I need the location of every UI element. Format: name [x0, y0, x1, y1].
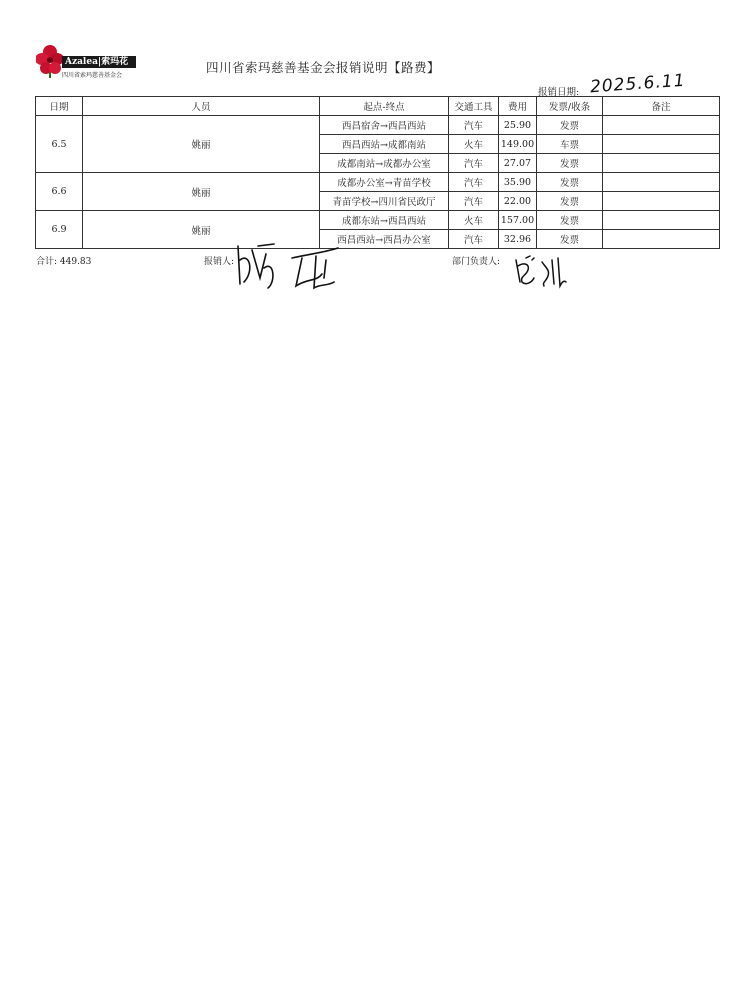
note-cell [603, 211, 720, 230]
table-row [36, 173, 720, 192]
cost-cell: 22.00 [499, 192, 537, 211]
manager-signature [512, 252, 572, 292]
cost-cell: 35.90 [499, 173, 537, 192]
note-cell [603, 154, 720, 173]
route-cell: 西昌西站→西昌办公室 [320, 230, 449, 249]
note-cell [603, 135, 720, 154]
route-cell: 成都办公室→青苗学校 [320, 173, 449, 192]
note-cell [603, 192, 720, 211]
column-header: 备注 [603, 97, 720, 116]
expense-table [35, 96, 720, 249]
receipt-cell: 发票 [537, 192, 603, 211]
table-row [36, 211, 720, 230]
note-cell [603, 173, 720, 192]
claimant-label: 报销人: [204, 257, 235, 267]
receipt-cell: 发票 [537, 173, 603, 192]
date-label: 报销日期: [538, 87, 580, 98]
receipt-cell: 车票 [537, 135, 603, 154]
cost-cell: 149.00 [499, 135, 537, 154]
foundation-logo [36, 44, 136, 80]
route-cell: 成都南站→成都办公室 [320, 154, 449, 173]
vehicle-cell: 汽车 [449, 173, 499, 192]
column-header: 起点-终点 [320, 97, 449, 116]
note-cell [603, 116, 720, 135]
date-cell: 6.6 [36, 173, 83, 211]
receipt-cell: 发票 [537, 230, 603, 249]
person-cell: 姚丽 [83, 173, 320, 211]
person-cell: 姚丽 [83, 211, 320, 249]
vehicle-cell: 汽车 [449, 154, 499, 173]
table-header-row [36, 97, 720, 116]
note-cell [603, 230, 720, 249]
receipt-cell: 发票 [537, 211, 603, 230]
column-header: 日期 [36, 97, 83, 116]
document-title: 四川省索玛慈善基金会报销说明【路费】 [206, 60, 441, 75]
total-amount: 合计: 449.83 [36, 257, 92, 267]
vehicle-cell: 汽车 [449, 230, 499, 249]
column-header: 费用 [499, 97, 537, 116]
table-row [36, 116, 720, 135]
azalea-flower-icon [36, 44, 64, 78]
receipt-cell: 发票 [537, 116, 603, 135]
date-cell: 6.9 [36, 211, 83, 249]
route-cell: 西昌宿舍→西昌西站 [320, 116, 449, 135]
manager-label: 部门负责人: [452, 257, 501, 267]
date-cell: 6.5 [36, 116, 83, 173]
cost-cell: 25.90 [499, 116, 537, 135]
vehicle-cell: 火车 [449, 211, 499, 230]
logo-brand-text: Azalea|索玛花 [62, 56, 136, 68]
vehicle-cell: 汽车 [449, 116, 499, 135]
person-cell: 姚丽 [83, 116, 320, 173]
vehicle-cell: 火车 [449, 135, 499, 154]
cost-cell: 27.07 [499, 154, 537, 173]
route-cell: 青苗学校→四川省民政厅 [320, 192, 449, 211]
column-header: 人员 [83, 97, 320, 116]
logo-org-text: 四川省索玛慈善基金会 [62, 72, 123, 79]
claimant-signature [230, 238, 345, 293]
vehicle-cell: 汽车 [449, 192, 499, 211]
cost-cell: 32.96 [499, 230, 537, 249]
receipt-cell: 发票 [537, 154, 603, 173]
route-cell: 西昌西站→成都南站 [320, 135, 449, 154]
column-header: 发票/收条 [537, 97, 603, 116]
route-cell: 成都东站→西昌西站 [320, 211, 449, 230]
cost-cell: 157.00 [499, 211, 537, 230]
handwritten-date: 2025.6.11 [589, 70, 687, 98]
column-header: 交通工具 [449, 97, 499, 116]
